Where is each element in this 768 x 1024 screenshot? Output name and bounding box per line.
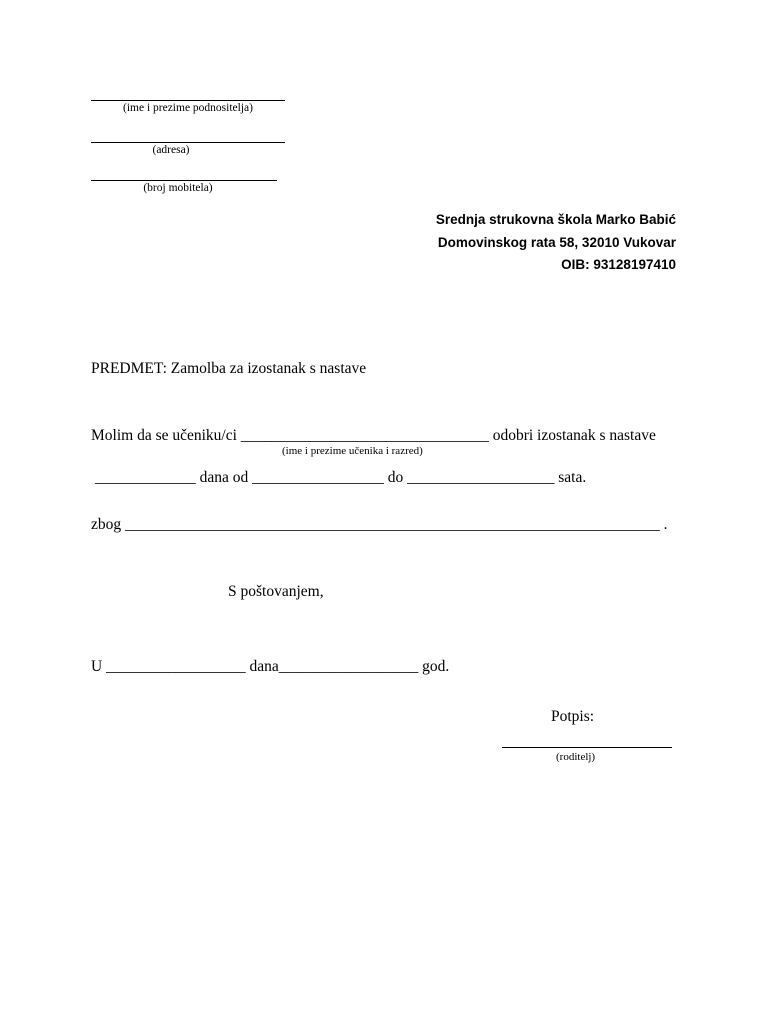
subject-line: PREDMET: Zamolba za izostanak s nastave [91,360,367,377]
applicant-name-line [91,100,285,101]
applicant-address-line [91,142,285,143]
place-date-line: U __________________ dana__________________ god. [91,658,450,675]
applicant-phone-line [91,180,277,181]
applicant-name-caption: (ime i prezime podnositelja) [123,102,253,114]
student-name-caption: (ime i prezime učenika i razred) [282,445,423,457]
request-line-1 [91,427,656,445]
school-oib: OIB: 93128197410 [561,257,676,272]
school-address: Domovinskog rata 58, 32010 Vukovar [437,235,676,250]
request-line-2: _____________ dana od _________________ do ___________________ sata. [95,469,587,486]
request-line-3: zbog _____________________________________________________________________ . [91,516,668,533]
signature-caption: (roditelj) [556,751,596,763]
greeting: S poštovanjem, [228,583,324,600]
applicant-phone-caption: (broj mobitela) [143,182,213,194]
request-line-1-start: Molim da se učeniku/ci [91,427,237,444]
applicant-address-caption: (adresa) [152,144,190,156]
signature-line [502,747,672,748]
request-line-1-end: odobri izostanak s nastave [492,427,656,444]
school-name: Srednja strukovna škola Marko Babić [435,212,676,227]
signature-label: Potpis: [551,708,595,725]
student-name-blank: ________________________________ [240,427,489,444]
